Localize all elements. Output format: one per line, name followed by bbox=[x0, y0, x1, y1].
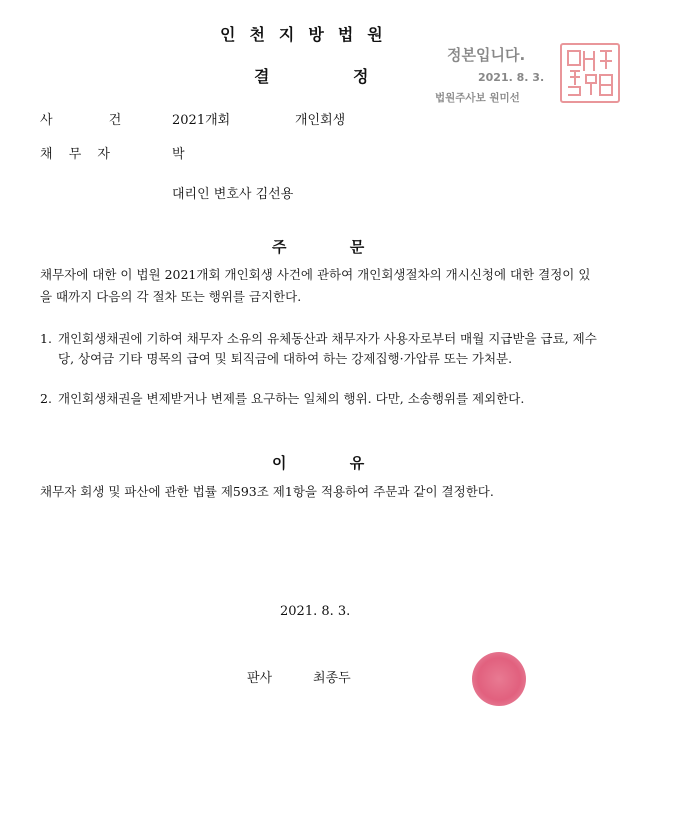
order-item-text: 개인회생채권에 기하여 채무자 소유의 유체동산과 채무자가 사용자로부터 매월 지급받을 급료, 제수당, 상여금 기타 명목의 급여 및 퇴직금에 대하여 하는 강제집행·가압류 또는 가처분. bbox=[58, 331, 597, 366]
order-item-number: 1. bbox=[40, 331, 52, 346]
order-item-text: 개인회생채권을 변제받거나 변제를 요구하는 일체의 행위. 다만, 소송행위를 제외한다. bbox=[58, 391, 525, 406]
certified-officer: 법원주사보 원미선 bbox=[435, 92, 520, 104]
reason-paragraph: 채무자 회생 및 파산에 관한 법률 제593조 제1항을 적용하여 주문과 같이 결정한다. bbox=[40, 484, 494, 499]
judge-title: 판사 bbox=[247, 671, 273, 686]
case-number: 2021개회 bbox=[172, 113, 231, 128]
case-label: 사 건 bbox=[40, 113, 122, 128]
order-item bbox=[40, 329, 600, 369]
court-seal-icon bbox=[560, 43, 620, 103]
decision-date: 2021. 8. 3. bbox=[280, 604, 351, 619]
court-name: 인천지방법원 bbox=[220, 25, 397, 44]
judge-name: 최종두 bbox=[313, 671, 351, 686]
order-heading: 주 문 bbox=[272, 238, 365, 256]
certified-copy-stamp: 정본입니다. bbox=[447, 46, 526, 64]
certified-date: 2021. 8. 3. bbox=[478, 71, 545, 84]
case-type: 개인회생 bbox=[295, 113, 346, 128]
order-item-number: 2. bbox=[40, 391, 52, 406]
judge-seal-icon bbox=[472, 652, 526, 706]
debtor-label: 채 무 자 bbox=[40, 147, 110, 162]
order-item bbox=[40, 389, 600, 409]
reason-heading: 이 유 bbox=[272, 454, 365, 472]
debtor-name: 박 bbox=[172, 147, 185, 162]
order-paragraph: 채무자에 대한 이 법원 2021개회 개인회생 사건에 관하여 개인회생절차의 개시신청에 대한 결정이 있을 때까지 다음의 각 절차 또는 행위를 금지한다. bbox=[40, 267, 591, 304]
document-type: 결 정 bbox=[254, 67, 369, 86]
legal-agent: 대리인 변호사 김선용 bbox=[172, 187, 294, 202]
